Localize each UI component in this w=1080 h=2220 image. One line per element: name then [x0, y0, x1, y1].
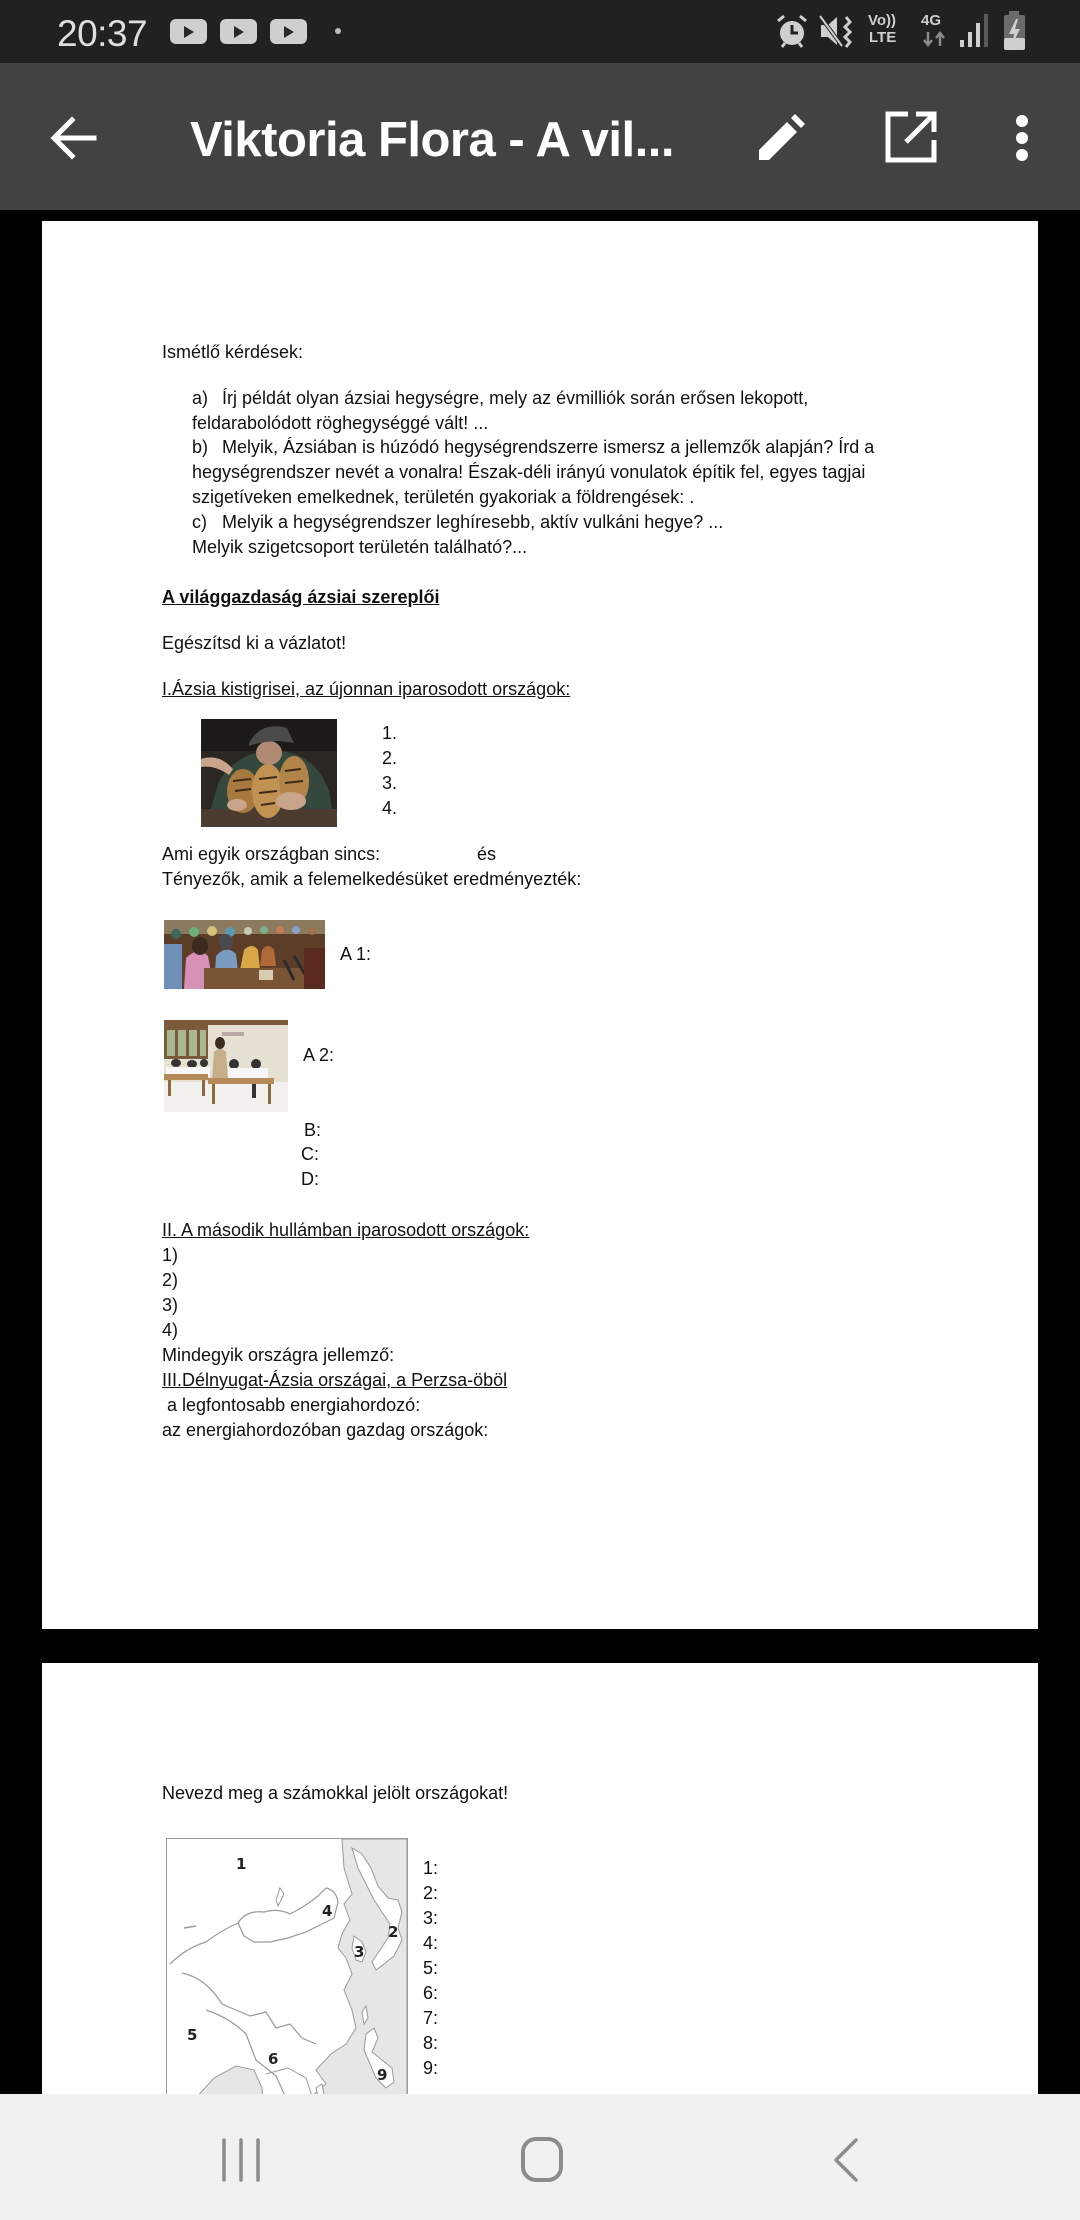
nav-back-icon[interactable]	[828, 2136, 864, 2184]
data-activity-icon	[921, 30, 947, 48]
factor-a1: A 1:	[340, 944, 372, 964]
part2-common: Mindegyik országra jellemző:	[162, 1345, 395, 1365]
missing-label: Ami egyik országban sincs:	[162, 844, 381, 864]
more-vert-icon[interactable]	[1010, 112, 1034, 164]
question-label: b)	[192, 437, 209, 457]
network-type-label: 4G	[921, 12, 942, 29]
alarm-icon	[774, 12, 812, 50]
asia-map	[166, 1838, 408, 2094]
map-answer-line: 6:	[423, 1983, 439, 2003]
question-text: Melyik a hegységrendszer leghíresebb, aktív vulkáni hegye? ...	[222, 512, 724, 532]
map-answer-line: 3:	[423, 1908, 439, 1928]
question-text: Írj példát olyan ázsiai hegységre, mely az évmilliók során erősen lekopott,	[222, 388, 809, 408]
map-answer-line: 5:	[423, 1958, 439, 1978]
tiger-list-item: 4.	[382, 798, 398, 818]
mute-vibrate-icon	[818, 12, 856, 50]
map-answer-line: 1:	[423, 1858, 439, 1878]
question-text: Melyik, Ázsiában is húzódó hegységrendszerre ismersz a jellemzők alapján? Írd a	[222, 437, 875, 457]
status-bar	[0, 0, 1080, 63]
map-instruction: Nevezd meg a számokkal jelölt országokat!	[162, 1783, 509, 1803]
document-page-2	[42, 1663, 1038, 2094]
recent-apps-icon[interactable]	[216, 2136, 266, 2184]
question-text: feldarabolódott röghegységgé vált! ...	[192, 413, 489, 433]
part3-rich: az energiahordozóban gazdag országok:	[162, 1420, 489, 1440]
map-answer-line: 9:	[423, 2058, 439, 2078]
map-answer-line: 2:	[423, 1883, 439, 1903]
part2-heading: II. A második hullámban iparosodott országok:	[162, 1220, 530, 1240]
tiger-list-item: 3.	[382, 773, 398, 793]
document-viewer[interactable]	[0, 210, 1080, 2094]
part2-list-item: 4)	[162, 1320, 179, 1340]
instruction: Egészítsd ki a vázlatot!	[162, 633, 347, 653]
map-label: 3	[354, 1943, 365, 1961]
question-label: a)	[192, 388, 209, 408]
part3-energy: a legfontosabb energiahordozó:	[162, 1395, 421, 1415]
part2-list-item: 2)	[162, 1270, 179, 1290]
missing-and: és	[477, 844, 497, 864]
factor-a2: A 2:	[303, 1045, 335, 1065]
home-icon[interactable]	[518, 2136, 568, 2184]
factor-b: B:	[304, 1120, 322, 1140]
document-title: Viktoria Flora - A vil...	[190, 113, 674, 167]
map-label: 9	[377, 2066, 388, 2084]
map-label: 6	[268, 2050, 279, 2068]
volte-label: Vo))	[868, 12, 897, 29]
factor-c: C:	[301, 1144, 319, 1164]
question-text: hegységrendszer nevét a vonalra! Észak-déli irányú vonulatok építik fel, egyes tagjai	[192, 462, 866, 482]
tiger-cubs-photo	[201, 719, 337, 827]
part3-heading: III.Délnyugat-Ázsia országai, a Perzsa-öböl	[162, 1370, 508, 1390]
status-time: 20:37	[57, 13, 148, 54]
youtube-icon	[270, 19, 307, 44]
more-notifications-icon	[335, 28, 348, 34]
factory-workers-photo	[164, 920, 325, 989]
youtube-icon	[220, 19, 257, 44]
part2-list-item: 3)	[162, 1295, 179, 1315]
arrow-back-icon[interactable]	[48, 114, 98, 162]
open-in-new-icon[interactable]	[884, 110, 938, 164]
map-label: 5	[187, 2026, 198, 2044]
part2-list-item: 1)	[162, 1245, 179, 1265]
map-label: 1	[236, 1855, 247, 1873]
map-answer-line: 7:	[423, 2008, 439, 2028]
tiger-list-item: 2.	[382, 748, 398, 768]
review-title: Ismétlő kérdések:	[162, 342, 304, 362]
notification-icons	[168, 17, 348, 47]
factor-d: D:	[301, 1169, 319, 1189]
part1-heading: I.Ázsia kistigrisei, az újonnan iparosodott országok:	[162, 679, 571, 699]
tiger-list-item: 1.	[382, 723, 398, 743]
question-text: szigetíveken emelkednek, területén gyakoriak a földrengések: .	[192, 487, 695, 507]
section-title: A világgazdaság ázsiai szereplői	[162, 587, 440, 607]
map-answer-line: 4:	[423, 1933, 439, 1953]
factors-label: Tényezők, amik a felemelkedésüket eredményezték:	[162, 869, 582, 889]
navigation-bar	[0, 2094, 1080, 2220]
map-label: 4	[322, 1902, 333, 1920]
pencil-icon[interactable]	[755, 110, 809, 164]
question-text: Melyik szigetcsoport területén található?...	[192, 537, 528, 557]
battery-charging-icon	[1001, 10, 1029, 52]
question-label: c)	[192, 512, 207, 532]
map-answer-line: 8:	[423, 2033, 439, 2053]
signal-icon	[958, 12, 994, 50]
classroom-photo	[164, 1020, 288, 1112]
lte-label: LTE	[869, 29, 897, 46]
map-label: 2	[388, 1923, 399, 1941]
document-page-1	[42, 221, 1038, 1629]
youtube-icon	[170, 19, 207, 44]
